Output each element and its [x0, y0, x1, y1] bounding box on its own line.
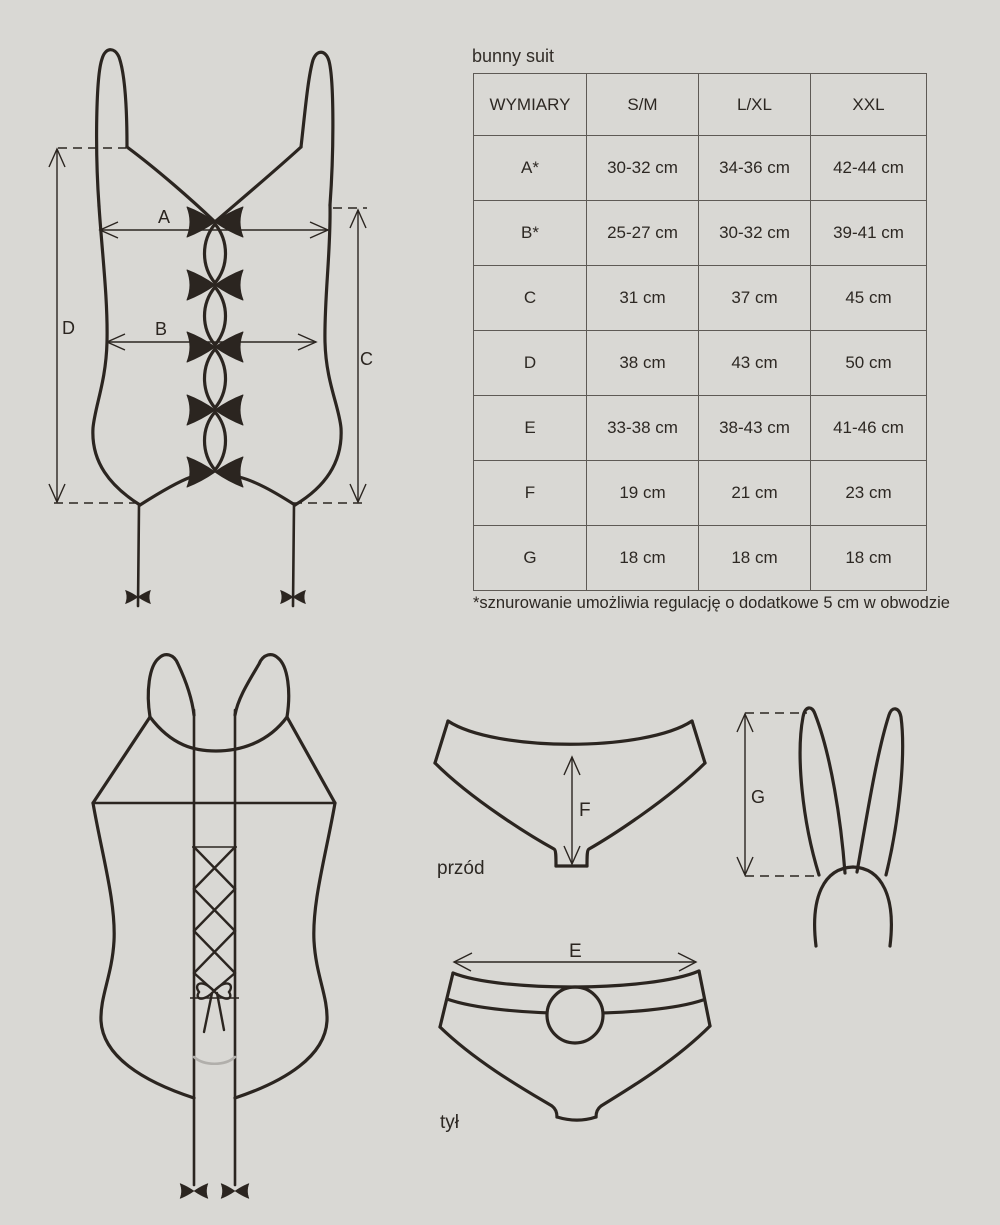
- front-left-strap: [97, 50, 127, 206]
- front-garment-outline: [93, 50, 341, 606]
- back-left-shoulder: [93, 717, 150, 803]
- table-cell: 30-32 cm: [699, 201, 811, 266]
- bunny-tail-circle: [547, 987, 603, 1043]
- page-title: bunny suit: [472, 46, 555, 66]
- back-left-strap: [148, 655, 194, 717]
- panties-back-outline: [440, 971, 710, 1120]
- row-header: B*: [474, 201, 587, 266]
- table-row: [474, 331, 927, 396]
- row-header: C: [474, 266, 587, 331]
- front-right-side-seam: [295, 205, 341, 505]
- panties-back-crotch: [557, 1117, 596, 1120]
- bodysuit-front-drawing: [0, 0, 450, 640]
- table-cell: 18 cm: [811, 526, 927, 591]
- dim-e: [454, 941, 696, 971]
- table-cell: 43 cm: [699, 331, 811, 396]
- panties-front-right-leg: [587, 763, 705, 866]
- dimension-label-a: A: [158, 207, 171, 227]
- dimension-label-d: D: [62, 318, 75, 338]
- row-header: E: [474, 396, 587, 461]
- table-cell: 42-44 cm: [811, 136, 927, 201]
- table-cell: 21 cm: [699, 461, 811, 526]
- table-cell: 33-38 cm: [587, 396, 699, 461]
- panties-back-left-leg: [440, 1027, 557, 1117]
- front-left-neckline: [127, 147, 214, 221]
- front-lacing: [205, 224, 226, 283]
- row-header: F: [474, 461, 587, 526]
- ears-outline: [800, 708, 902, 946]
- front-left-garter-strap: [138, 504, 139, 606]
- back-right-side-seam: [235, 803, 335, 1098]
- table-cell: 39-41 cm: [811, 201, 927, 266]
- dimension-label-c: C: [360, 349, 373, 369]
- col-header-xxl: XXL: [811, 74, 927, 136]
- table-row: [474, 201, 927, 266]
- table-cell: 25-27 cm: [587, 201, 699, 266]
- front-right-garter-strap: [293, 504, 294, 606]
- table-cell: 38 cm: [587, 331, 699, 396]
- bow-icon: [187, 270, 243, 300]
- back-lacing-bow: [197, 983, 231, 998]
- bunny-ears-drawing: [720, 690, 960, 960]
- table-row: [474, 526, 927, 591]
- bow-icon: [187, 207, 243, 237]
- table-cell: 38-43 cm: [699, 396, 811, 461]
- col-header-sm: S/M: [587, 74, 699, 136]
- bow-icon: [187, 457, 243, 487]
- panties-back-waistband: [453, 971, 699, 987]
- front-left-side-seam: [93, 206, 140, 505]
- size-table-header-row: [474, 74, 927, 136]
- row-header: D: [474, 331, 587, 396]
- panties-front-caption: przód: [437, 858, 485, 879]
- row-header: A*: [474, 136, 587, 201]
- dim-f: [564, 757, 591, 864]
- right-ear: [857, 709, 903, 875]
- bow-icon: [187, 395, 243, 425]
- left-ear: [800, 708, 845, 875]
- dimension-label-g: G: [751, 787, 766, 807]
- table-cell: 19 cm: [587, 461, 699, 526]
- back-left-side-seam: [93, 803, 194, 1098]
- bow-icon: [187, 332, 243, 362]
- table-row: [474, 266, 927, 331]
- back-bows: [180, 1184, 249, 1199]
- table-cell: 37 cm: [699, 266, 811, 331]
- table-cell: 30-32 cm: [587, 136, 699, 201]
- table-cell: 23 cm: [811, 461, 927, 526]
- panties-back-caption: tył: [440, 1112, 459, 1133]
- back-right-strap: [235, 655, 289, 717]
- back-right-shoulder: [287, 717, 335, 803]
- table-cell: 50 cm: [811, 331, 927, 396]
- panties-front-outline: [435, 721, 705, 866]
- col-header-dimensions: WYMIARY: [474, 74, 587, 136]
- back-crotch-seam: [194, 1057, 235, 1064]
- table-footnote: *sznurowanie umożliwia regulację o dodatkowe 5 cm w obwodzie: [473, 594, 950, 612]
- dimension-label-f: F: [579, 800, 591, 821]
- table-row: [474, 396, 927, 461]
- dimension-label-b: B: [155, 319, 168, 339]
- headband: [815, 867, 892, 946]
- front-right-neckline: [216, 147, 301, 221]
- table-row: [474, 136, 927, 201]
- table-cell: 18 cm: [699, 526, 811, 591]
- back-garment-outline: [93, 655, 335, 1185]
- dim-g: [737, 713, 819, 876]
- back-lacing: [194, 847, 235, 889]
- front-right-strap: [301, 52, 333, 205]
- row-header: G: [474, 526, 587, 591]
- panties-front-left-leg: [435, 763, 556, 866]
- dimension-label-e: E: [569, 941, 582, 962]
- size-table: [473, 73, 927, 591]
- table-cell: 34-36 cm: [699, 136, 811, 201]
- bodysuit-back-drawing: [0, 640, 450, 1225]
- table-cell: 45 cm: [811, 266, 927, 331]
- table-cell: 18 cm: [587, 526, 699, 591]
- table-row: [474, 461, 927, 526]
- panties-back-right-leg: [596, 1026, 710, 1117]
- table-cell: 31 cm: [587, 266, 699, 331]
- table-cell: 41-46 cm: [811, 396, 927, 461]
- back-neck-scoop: [150, 717, 287, 751]
- panties-back-drawing: [420, 930, 740, 1140]
- col-header-lxl: L/XL: [699, 74, 811, 136]
- panties-front-waistband: [448, 721, 692, 744]
